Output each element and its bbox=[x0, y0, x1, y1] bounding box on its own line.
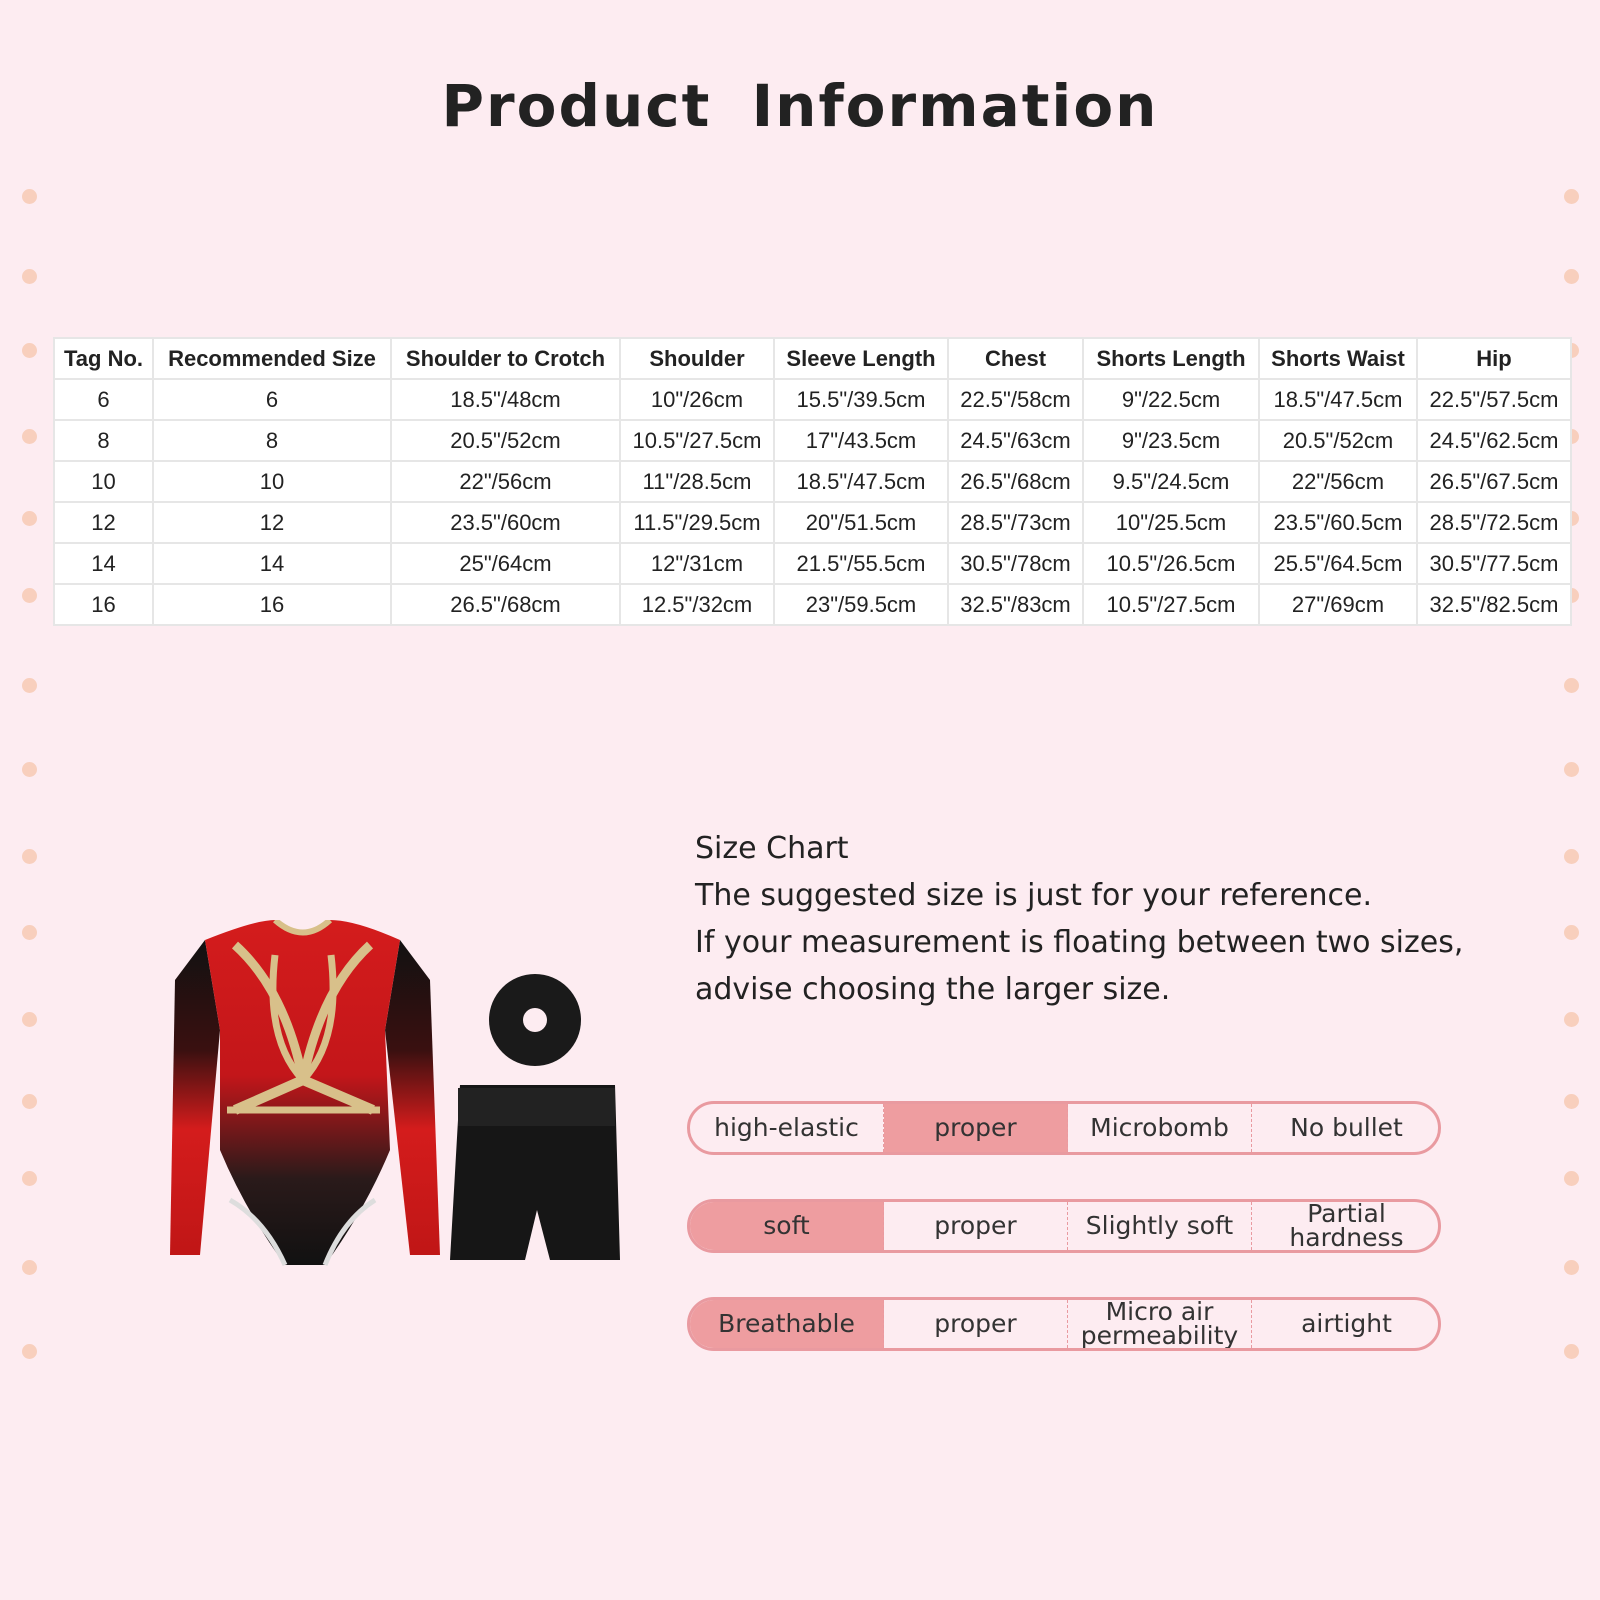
table-cell: 22.5"/57.5cm bbox=[1417, 379, 1571, 420]
column-header: Chest bbox=[948, 338, 1083, 379]
table-cell: 23.5"/60cm bbox=[391, 502, 620, 543]
dot bbox=[1564, 269, 1579, 284]
dot bbox=[1564, 1344, 1579, 1359]
scale-option: Microbomb bbox=[1068, 1104, 1252, 1152]
column-header: Hip bbox=[1417, 338, 1571, 379]
dot bbox=[22, 588, 37, 603]
table-cell: 18.5"/48cm bbox=[391, 379, 620, 420]
table-cell: 6 bbox=[54, 379, 153, 420]
dot bbox=[1564, 1012, 1579, 1027]
table-cell: 10.5"/26.5cm bbox=[1083, 543, 1259, 584]
dot bbox=[22, 343, 37, 358]
table-cell: 24.5"/62.5cm bbox=[1417, 420, 1571, 461]
column-header: Recommended Size bbox=[153, 338, 391, 379]
table-cell: 18.5"/47.5cm bbox=[774, 461, 948, 502]
table-cell: 30.5"/78cm bbox=[948, 543, 1083, 584]
dot bbox=[22, 429, 37, 444]
table-row bbox=[54, 379, 1571, 420]
scale-option: proper bbox=[884, 1202, 1068, 1250]
table-cell: 12 bbox=[54, 502, 153, 543]
table-cell: 27"/69cm bbox=[1259, 584, 1417, 625]
shorts bbox=[450, 1085, 620, 1260]
table-cell: 10 bbox=[54, 461, 153, 502]
table-cell: 10.5"/27.5cm bbox=[1083, 584, 1259, 625]
table-cell: 26.5"/68cm bbox=[948, 461, 1083, 502]
size-table bbox=[53, 337, 1572, 626]
table-cell: 12.5"/32cm bbox=[620, 584, 774, 625]
table-cell: 15.5"/39.5cm bbox=[774, 379, 948, 420]
table-row bbox=[54, 461, 1571, 502]
table-row bbox=[54, 420, 1571, 461]
table-cell: 24.5"/63cm bbox=[948, 420, 1083, 461]
table-row bbox=[54, 584, 1571, 625]
column-header: Tag No. bbox=[54, 338, 153, 379]
table-cell: 25.5"/64.5cm bbox=[1259, 543, 1417, 584]
dot bbox=[1564, 1260, 1579, 1275]
table-cell: 20.5"/52cm bbox=[391, 420, 620, 461]
dot bbox=[22, 925, 37, 940]
dot bbox=[1564, 925, 1579, 940]
scale-option: Micro air permeability bbox=[1068, 1300, 1252, 1348]
dot bbox=[22, 189, 37, 204]
dot bbox=[1564, 1094, 1579, 1109]
table-cell: 10.5"/27.5cm bbox=[620, 420, 774, 461]
table-header-row bbox=[54, 338, 1571, 379]
scale-option: airtight bbox=[1301, 1309, 1392, 1338]
scale-option: proper bbox=[884, 1300, 1068, 1348]
dot bbox=[22, 849, 37, 864]
dot bbox=[1564, 1171, 1579, 1186]
dot bbox=[22, 678, 37, 693]
table-cell: 16 bbox=[153, 584, 391, 625]
dot bbox=[22, 762, 37, 777]
table-cell: 14 bbox=[54, 543, 153, 584]
table-cell: 11"/28.5cm bbox=[620, 461, 774, 502]
leotard bbox=[170, 920, 440, 1265]
table-cell: 22"/56cm bbox=[391, 461, 620, 502]
dot bbox=[1564, 678, 1579, 693]
scale-option: No bullet bbox=[1290, 1113, 1403, 1142]
table-cell: 21.5"/55.5cm bbox=[774, 543, 948, 584]
dot bbox=[22, 269, 37, 284]
scale-option-selected: Breathable bbox=[690, 1300, 884, 1348]
table-cell: 12"/31cm bbox=[620, 543, 774, 584]
table-cell: 16 bbox=[54, 584, 153, 625]
dot bbox=[22, 1094, 37, 1109]
table-row bbox=[54, 543, 1571, 584]
table-cell: 20"/51.5cm bbox=[774, 502, 948, 543]
scale-option: Partial hardness bbox=[1289, 1199, 1404, 1252]
note-line: If your measurement is floating between two sizes, bbox=[695, 925, 1464, 960]
column-header: Shorts Length bbox=[1083, 338, 1259, 379]
table-cell: 32.5"/82.5cm bbox=[1417, 584, 1571, 625]
dot bbox=[1564, 849, 1579, 864]
column-header: Sleeve Length bbox=[774, 338, 948, 379]
table-cell: 32.5"/83cm bbox=[948, 584, 1083, 625]
table-cell: 28.5"/73cm bbox=[948, 502, 1083, 543]
table-cell: 28.5"/72.5cm bbox=[1417, 502, 1571, 543]
table-cell: 9"/23.5cm bbox=[1083, 420, 1259, 461]
table-cell: 11.5"/29.5cm bbox=[620, 502, 774, 543]
property-scale bbox=[687, 1199, 1441, 1253]
table-cell: 22"/56cm bbox=[1259, 461, 1417, 502]
table-cell: 23.5"/60.5cm bbox=[1259, 502, 1417, 543]
scale-option: Slightly soft bbox=[1068, 1202, 1252, 1250]
table-row bbox=[54, 502, 1571, 543]
table-cell: 10"/25.5cm bbox=[1083, 502, 1259, 543]
column-header: Shorts Waist bbox=[1259, 338, 1417, 379]
table-cell: 22.5"/58cm bbox=[948, 379, 1083, 420]
scale-option-selected: soft bbox=[690, 1202, 884, 1250]
table-cell: 10 bbox=[153, 461, 391, 502]
table-cell: 25"/64cm bbox=[391, 543, 620, 584]
dot bbox=[1564, 189, 1579, 204]
column-header: Shoulder to Crotch bbox=[391, 338, 620, 379]
table-cell: 18.5"/47.5cm bbox=[1259, 379, 1417, 420]
dot bbox=[22, 1260, 37, 1275]
product-image bbox=[165, 920, 645, 1300]
page-title: Product Information bbox=[441, 72, 1159, 140]
note-line: The suggested size is just for your reference. bbox=[695, 878, 1372, 913]
table-cell: 26.5"/67.5cm bbox=[1417, 461, 1571, 502]
table-cell: 10"/26cm bbox=[620, 379, 774, 420]
table-cell: 20.5"/52cm bbox=[1259, 420, 1417, 461]
table-cell: 23"/59.5cm bbox=[774, 584, 948, 625]
dot bbox=[22, 511, 37, 526]
table-cell: 12 bbox=[153, 502, 391, 543]
table-cell: 30.5"/77.5cm bbox=[1417, 543, 1571, 584]
dot bbox=[22, 1171, 37, 1186]
scrunchie bbox=[489, 974, 581, 1066]
note-heading: Size Chart bbox=[695, 831, 849, 866]
dot bbox=[22, 1012, 37, 1027]
table-cell: 8 bbox=[153, 420, 391, 461]
scale-option: high-elastic bbox=[690, 1104, 884, 1152]
table-cell: 8 bbox=[54, 420, 153, 461]
dot bbox=[1564, 762, 1579, 777]
dot bbox=[22, 1344, 37, 1359]
size-note bbox=[695, 825, 1463, 1013]
property-scale bbox=[687, 1297, 1441, 1351]
scale-option-selected: proper bbox=[884, 1104, 1068, 1152]
property-scale bbox=[687, 1101, 1441, 1155]
table-cell: 6 bbox=[153, 379, 391, 420]
table-cell: 17"/43.5cm bbox=[774, 420, 948, 461]
table-cell: 14 bbox=[153, 543, 391, 584]
note-line: advise choosing the larger size. bbox=[695, 972, 1171, 1007]
table-cell: 9"/22.5cm bbox=[1083, 379, 1259, 420]
column-header: Shoulder bbox=[620, 338, 774, 379]
table-cell: 26.5"/68cm bbox=[391, 584, 620, 625]
table-cell: 9.5"/24.5cm bbox=[1083, 461, 1259, 502]
